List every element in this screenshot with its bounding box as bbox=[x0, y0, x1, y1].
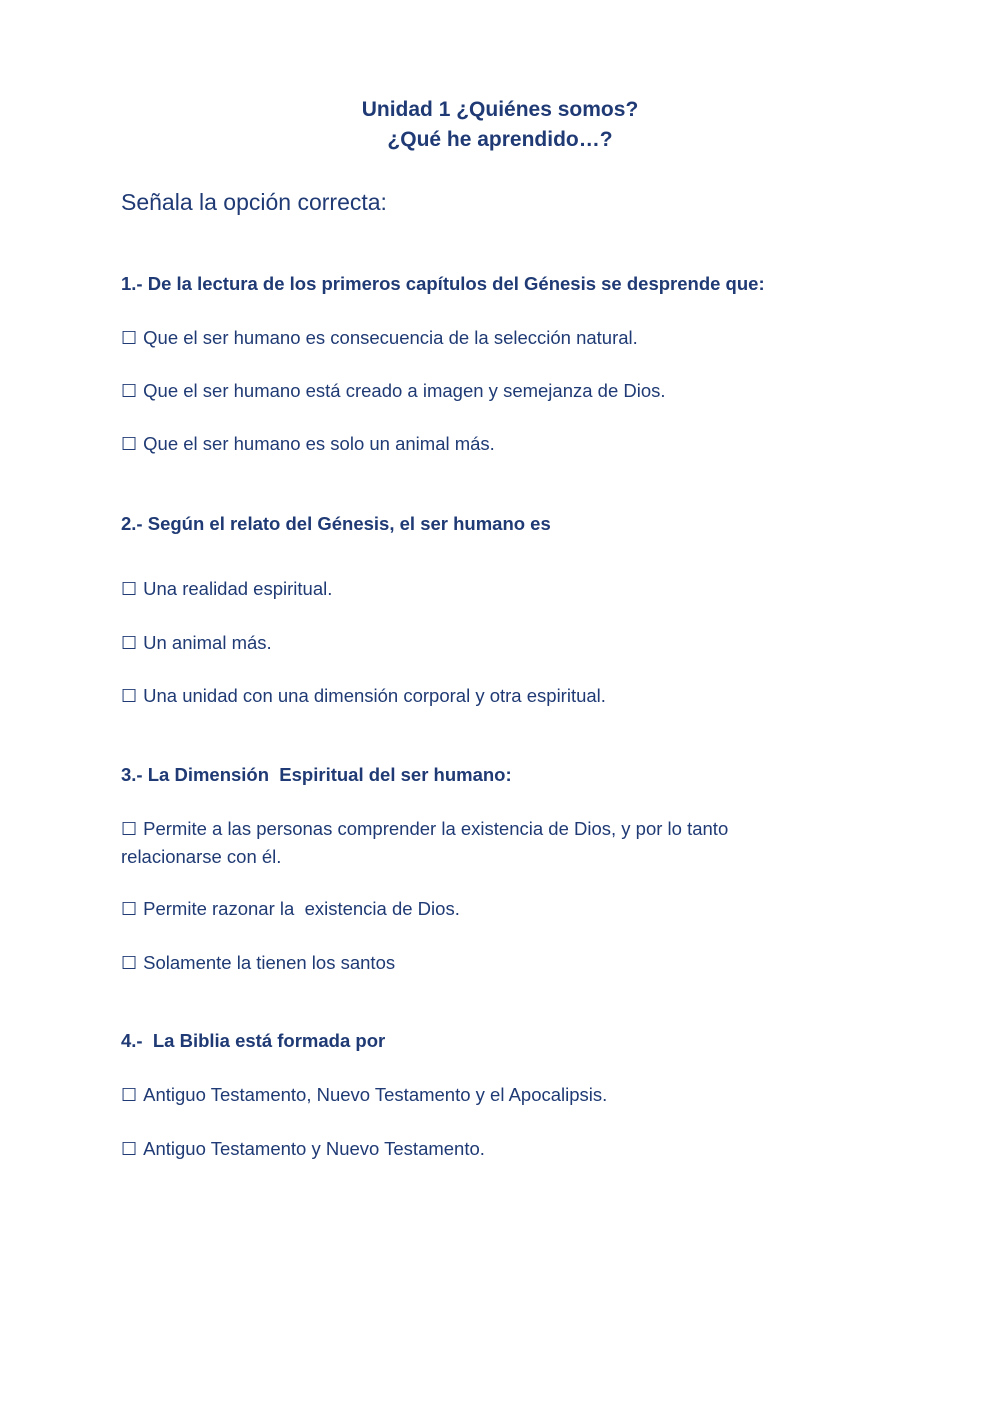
option-label: Que el ser humano es consecuencia de la selección natural. bbox=[143, 327, 638, 348]
checkbox-icon[interactable]: ☐ bbox=[121, 579, 138, 600]
question-1-option-2[interactable] bbox=[121, 377, 841, 405]
question-1-option-3[interactable] bbox=[121, 430, 841, 458]
option-label: Que el ser humano es solo un animal más. bbox=[143, 433, 495, 454]
option-label: Una realidad espiritual. bbox=[143, 578, 333, 599]
option-label: Solamente la tienen los santos bbox=[143, 952, 396, 973]
option-label: Permite a las personas comprender la existencia de Dios, y por lo tanto relacionarse con él. bbox=[121, 818, 734, 867]
question-4-option-1[interactable] bbox=[121, 1081, 841, 1109]
checkbox-icon[interactable]: ☐ bbox=[121, 328, 138, 349]
question-1-option-1[interactable] bbox=[121, 324, 841, 352]
checkbox-icon[interactable]: ☐ bbox=[121, 1085, 138, 1106]
option-label: Una unidad con una dimensión corporal y otra espiritual. bbox=[143, 685, 606, 706]
question-3-option-3[interactable] bbox=[121, 949, 841, 977]
question-4: 4.- La Biblia está formada por bbox=[121, 1030, 386, 1051]
question-1: 1.- De la lectura de los primeros capítulos del Génesis se desprende que: bbox=[121, 273, 765, 294]
question-3: 3.- La Dimensión Espiritual del ser humano: bbox=[121, 764, 512, 785]
option-label: Que el ser humano está creado a imagen y semejanza de Dios. bbox=[143, 380, 666, 401]
checkbox-icon[interactable]: ☐ bbox=[121, 1139, 138, 1160]
instruction-text: Señala la opción correcta: bbox=[121, 189, 387, 215]
option-label: Antiguo Testamento, Nuevo Testamento y el Apocalipsis. bbox=[143, 1084, 608, 1105]
checkbox-icon[interactable]: ☐ bbox=[121, 686, 138, 707]
option-label: Antiguo Testamento y Nuevo Testamento. bbox=[143, 1138, 485, 1159]
option-label: Permite razonar la existencia de Dios. bbox=[143, 898, 460, 919]
question-4-option-2[interactable] bbox=[121, 1135, 841, 1163]
question-3-option-1[interactable] bbox=[121, 815, 801, 870]
question-3-option-2[interactable] bbox=[121, 895, 841, 923]
checkbox-icon[interactable]: ☐ bbox=[121, 953, 138, 974]
question-2-option-3[interactable] bbox=[121, 682, 841, 710]
checkbox-icon[interactable]: ☐ bbox=[121, 434, 138, 455]
question-2-option-1[interactable] bbox=[121, 575, 841, 603]
question-2: 2.- Según el relato del Génesis, el ser humano es bbox=[121, 513, 551, 534]
option-label: Un animal más. bbox=[143, 632, 272, 653]
checkbox-icon[interactable]: ☐ bbox=[121, 381, 138, 402]
page-title: Unidad 1 ¿Quiénes somos? bbox=[361, 98, 639, 121]
question-2-option-2[interactable] bbox=[121, 629, 841, 657]
page-subtitle: ¿Qué he aprendido…? bbox=[387, 128, 613, 151]
checkbox-icon[interactable]: ☐ bbox=[121, 819, 138, 840]
checkbox-icon[interactable]: ☐ bbox=[121, 633, 138, 654]
checkbox-icon[interactable]: ☐ bbox=[121, 899, 138, 920]
